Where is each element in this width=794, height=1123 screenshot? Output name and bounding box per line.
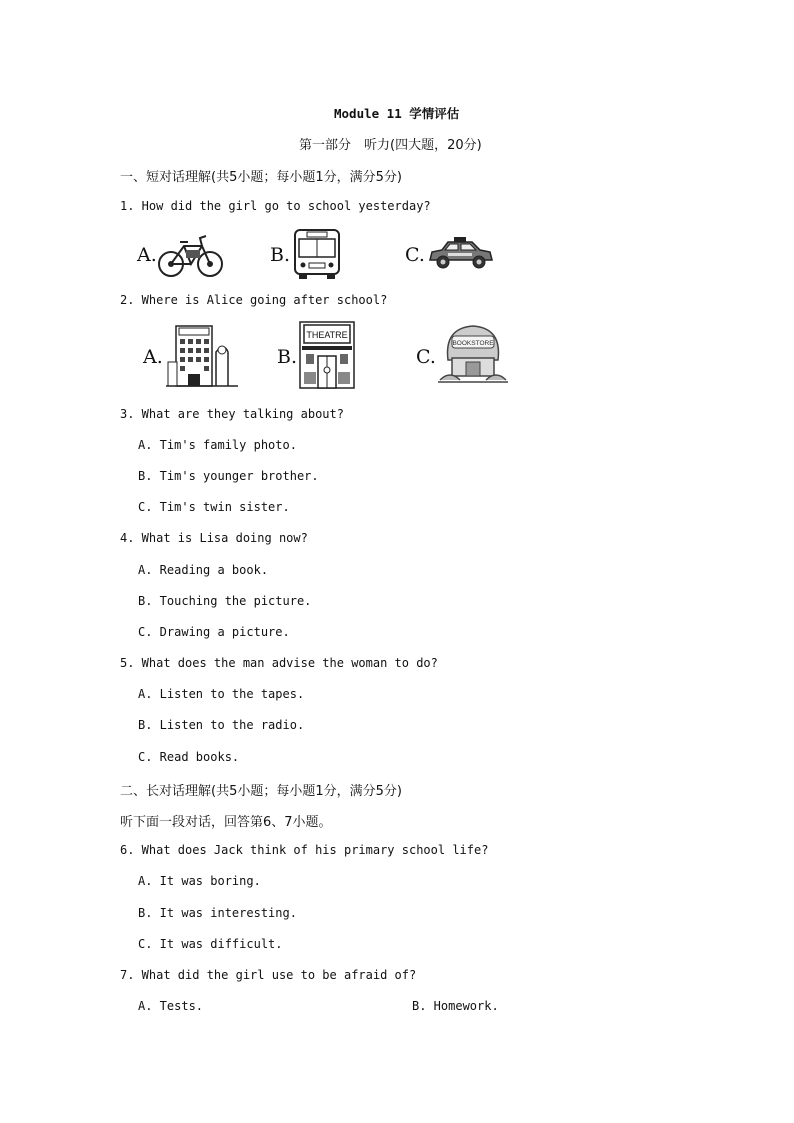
- q5-option-c: C. Read books.: [138, 750, 240, 764]
- q6-option-c: C. It was difficult.: [138, 937, 283, 951]
- q5-stem: 5. What does the man advise the woman to do?: [120, 656, 438, 670]
- q1-stem: 1. How did the girl go to school yesterday?: [120, 199, 431, 213]
- q7-option-a: A. Tests.: [138, 999, 204, 1013]
- page-title: Module 11 学情评估: [334, 106, 460, 121]
- bus-icon: [293, 228, 341, 280]
- bicycle-icon: [158, 232, 224, 278]
- section1-heading: 一、短对话理解(共5小题；每小题1分，满分5分): [120, 170, 402, 185]
- q7-stem: 7. What did the girl use to be afraid of?: [120, 968, 417, 982]
- theatre-sign: THEATRE: [306, 330, 348, 340]
- bookstore-icon: [438, 322, 508, 388]
- q7-option-b: B. Homework.: [412, 999, 499, 1013]
- q4-option-a: A. Reading a book.: [138, 563, 269, 577]
- q5-option-a: A. Listen to the tapes.: [138, 687, 305, 701]
- q5-option-b: B. Listen to the radio.: [138, 718, 305, 732]
- section2-heading: 二、长对话理解(共5小题；每小题1分，满分5分): [120, 784, 402, 799]
- shopping-building-icon: [166, 322, 238, 388]
- q1-option-a-label: A.: [137, 244, 157, 266]
- q2-option-c-label: C.: [416, 346, 436, 368]
- q6-stem: 6. What does Jack think of his primary school life?: [120, 843, 489, 857]
- q3-stem: 3. What are they talking about?: [120, 407, 344, 421]
- q4-option-c: C. Drawing a picture.: [138, 625, 290, 639]
- part-heading: 第一部分 听力(四大题，20分): [299, 138, 482, 153]
- q6-option-a: A. It was boring.: [138, 874, 261, 888]
- bookstore-sign: BOOKSTORE: [452, 340, 494, 347]
- q1-option-b-label: B.: [270, 244, 291, 266]
- q6-option-b: B. It was interesting.: [138, 906, 297, 920]
- q4-stem: 4. What is Lisa doing now?: [120, 531, 308, 545]
- section2-instruction: 听下面一段对话，回答第6、7小题。: [120, 815, 332, 830]
- q2-stem: 2. Where is Alice going after school?: [120, 293, 388, 307]
- q3-option-b: B. Tim's younger brother.: [138, 469, 319, 483]
- q3-option-a: A. Tim's family photo.: [138, 438, 297, 452]
- theatre-icon: [298, 320, 356, 390]
- q3-option-c: C. Tim's twin sister.: [138, 500, 290, 514]
- q1-option-c-label: C.: [405, 244, 425, 266]
- taxi-icon: [426, 236, 494, 270]
- q2-option-b-label: B.: [277, 346, 298, 368]
- q4-option-b: B. Touching the picture.: [138, 594, 312, 608]
- q2-option-a-label: A.: [143, 346, 163, 368]
